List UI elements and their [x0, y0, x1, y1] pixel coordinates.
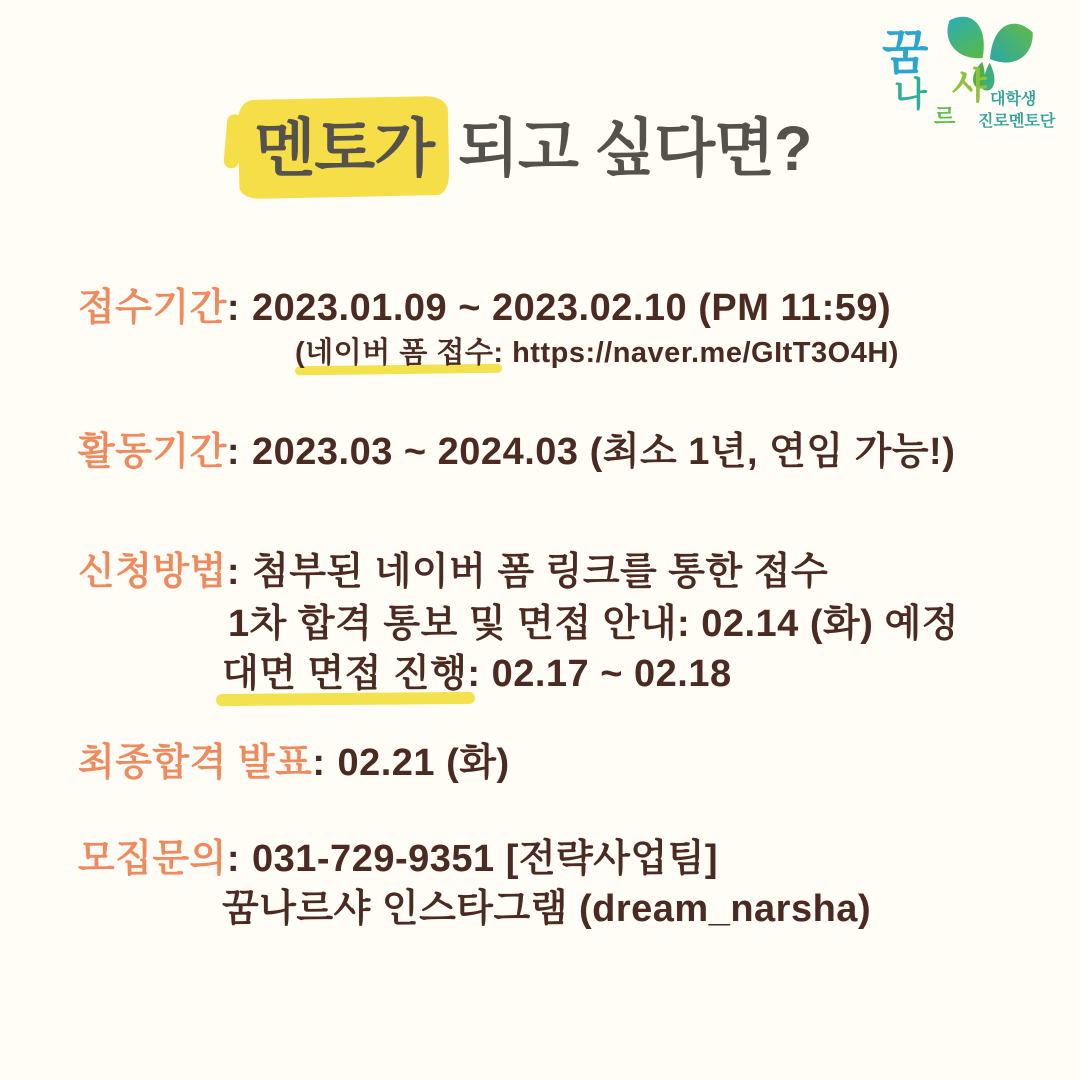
page-title	[243, 94, 812, 197]
kkumnarsha-logo	[876, 14, 1066, 146]
logo-char-kkum: 꿈	[882, 27, 929, 80]
logo-subtitle-line2: 진로멘토단	[978, 113, 1056, 130]
naver-form-underlined: (네이버 폼 접수:	[295, 337, 504, 369]
apply-period-line	[78, 276, 891, 331]
final-result-line	[78, 731, 510, 786]
contact-phone: 031-729-9351 [전략사업팀]	[252, 838, 719, 880]
final-result-value: 02.21 (화)	[337, 742, 510, 784]
colon: :	[226, 431, 240, 473]
naver-form-url: https://naver.me/GItT3O4H)	[503, 337, 899, 369]
how-to-apply-label: 신청방법	[78, 551, 227, 593]
logo-subtitle-line1: 대학생	[990, 91, 1037, 108]
colon: :	[226, 287, 240, 329]
activity-period-label: 활동기간	[78, 431, 227, 473]
logo-char-sya: 샤	[952, 65, 987, 106]
final-result-label: 최종합격 발표	[78, 742, 313, 784]
contact-instagram: 꿈나르샤 인스타그램 (dream_narsha)	[222, 888, 872, 930]
how-to-apply-line2	[228, 592, 959, 647]
colon: :	[312, 742, 326, 784]
colon: :	[226, 551, 240, 593]
title-rest: 되고 싶다면?	[458, 114, 812, 184]
activity-period-value: 2023.03 ~ 2024.03 (최소 1년, 연임 가능!)	[252, 431, 956, 473]
butterfly-icon	[935, 7, 1038, 100]
colon: :	[226, 838, 240, 880]
how-to-apply-line3	[222, 642, 732, 697]
logo-char-na: 나	[894, 76, 927, 114]
contact-label: 모집문의	[78, 838, 227, 880]
activity-period-line	[78, 420, 955, 475]
how-to-apply-line1	[78, 540, 828, 595]
apply-period-label: 접수기간	[78, 287, 227, 329]
contact-line2	[222, 877, 871, 932]
interview-underlined: 대면 면접 진행:	[222, 653, 481, 695]
apply-period-subline	[295, 330, 899, 371]
contact-line1	[78, 827, 718, 882]
first-pass-notice: 1차 합격 통보 및 면접 안내: 02.14 (화) 예정	[228, 603, 959, 645]
how-to-apply-value: 첨부된 네이버 폼 링크를 통한 접수	[252, 551, 829, 593]
logo-char-reu: 르	[934, 104, 956, 129]
apply-period-value: 2023.01.09 ~ 2023.02.10 (PM 11:59)	[252, 287, 892, 329]
title-highlighted-word: 멘토가	[243, 94, 445, 197]
interview-dates: 02.17 ~ 02.18	[480, 653, 732, 695]
